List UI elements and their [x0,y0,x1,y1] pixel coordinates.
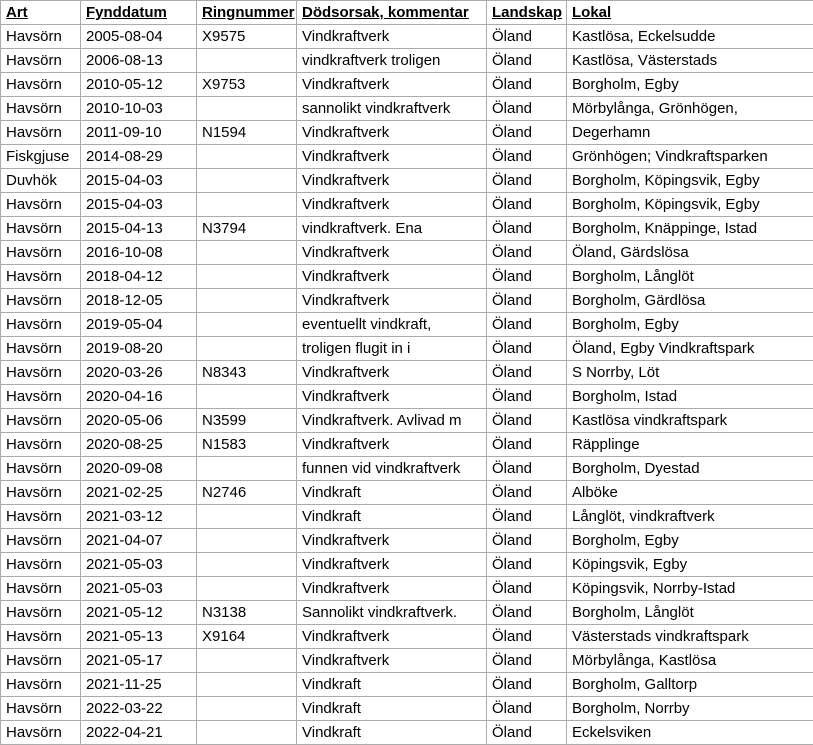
cell[interactable]: Öland [487,265,567,289]
cell[interactable]: Borgholm, Gärdlösa [567,289,813,313]
cell[interactable]: N3138 [197,601,297,625]
cell[interactable]: Öland [487,169,567,193]
cell[interactable]: vindkraftverk troligen [297,49,487,73]
cell[interactable]: Havsörn [1,505,81,529]
table-row [1,361,813,385]
table-row [1,97,813,121]
cell[interactable]: Havsörn [1,529,81,553]
cell[interactable] [197,265,297,289]
cell[interactable]: 2019-08-20 [81,337,197,361]
cell[interactable]: Havsörn [1,73,81,97]
cell[interactable]: Öland [487,361,567,385]
cell[interactable]: Köpingsvik, Norrby-Istad [567,577,813,601]
cell[interactable]: Vindkraftverk. Avlivad m [297,409,487,433]
cell[interactable]: eventuellt vindkraft, [297,313,487,337]
cell[interactable]: 2021-05-17 [81,649,197,673]
cell[interactable]: 2021-11-25 [81,673,197,697]
cell[interactable]: Öland [487,49,567,73]
column-header[interactable]: Landskap [487,1,567,25]
cell[interactable] [197,649,297,673]
cell[interactable]: Öland [487,241,567,265]
table-row [1,481,813,505]
cell[interactable]: Vindkraftverk [297,553,487,577]
table-row [1,313,813,337]
table-row [1,145,813,169]
cell[interactable]: troligen flugit in i [297,337,487,361]
cell[interactable]: Öland [487,625,567,649]
cell[interactable]: 2022-03-22 [81,697,197,721]
table-row [1,73,813,97]
cell[interactable]: Öland [487,481,567,505]
cell[interactable]: Havsörn [1,577,81,601]
table-header-row [1,1,813,25]
cell[interactable]: Öland [487,337,567,361]
cell[interactable] [197,169,297,193]
table-row [1,385,813,409]
cell[interactable]: Vindkraftverk [297,433,487,457]
cell[interactable]: Vindkraftverk [297,625,487,649]
cell[interactable]: X9164 [197,625,297,649]
cell[interactable] [197,241,297,265]
cell[interactable]: 2021-04-07 [81,529,197,553]
cell[interactable]: Havsörn [1,121,81,145]
table-row [1,25,813,49]
cell[interactable]: Vindkraftverk [297,385,487,409]
cell[interactable]: Grönhögen; Vindkraftsparken [567,145,813,169]
cell[interactable]: Degerhamn [567,121,813,145]
cell[interactable]: funnen vid vindkraftverk [297,457,487,481]
cell[interactable]: Havsörn [1,457,81,481]
cell[interactable]: Öland, Egby Vindkraftspark [567,337,813,361]
cell[interactable]: Havsörn [1,217,81,241]
cell[interactable]: 2006-08-13 [81,49,197,73]
cell[interactable] [197,385,297,409]
cell[interactable]: Vindkraftverk [297,529,487,553]
cell[interactable]: Duvhök [1,169,81,193]
cell[interactable]: N1594 [197,121,297,145]
cell[interactable]: 2021-03-12 [81,505,197,529]
cell[interactable] [197,697,297,721]
cell[interactable]: Mörbylånga, Kastlösa [567,649,813,673]
cell[interactable]: Havsörn [1,601,81,625]
cell[interactable]: Öland [487,649,567,673]
cell[interactable]: Havsörn [1,649,81,673]
cell[interactable]: Kastlösa, Västerstads [567,49,813,73]
table-row [1,721,813,745]
cell[interactable] [197,145,297,169]
cell[interactable]: Köpingsvik, Egby [567,553,813,577]
cell[interactable]: Vindkraftverk [297,649,487,673]
cell[interactable]: Öland [487,313,567,337]
cell[interactable]: Havsörn [1,97,81,121]
cell[interactable]: Öland [487,577,567,601]
cell[interactable] [197,721,297,745]
cell[interactable]: 2010-05-12 [81,73,197,97]
cell[interactable]: Borgholm, Norrby [567,697,813,721]
table-row [1,625,813,649]
cell[interactable]: Havsörn [1,265,81,289]
cell[interactable]: Öland [487,673,567,697]
table-row [1,169,813,193]
cell[interactable]: 2021-05-03 [81,577,197,601]
cell[interactable]: Alböke [567,481,813,505]
table-row [1,697,813,721]
cell[interactable]: Öland [487,145,567,169]
cell[interactable]: Havsörn [1,241,81,265]
cell[interactable]: Borgholm, Köpingsvik, Egby [567,169,813,193]
cell[interactable]: Öland [487,217,567,241]
cell[interactable]: N8343 [197,361,297,385]
cell[interactable]: Öland [487,73,567,97]
table-row [1,433,813,457]
cell[interactable]: Öland [487,193,567,217]
cell[interactable]: Havsörn [1,289,81,313]
cell[interactable]: Öland [487,409,567,433]
cell[interactable]: N3794 [197,217,297,241]
cell[interactable]: Havsörn [1,409,81,433]
table-row [1,289,813,313]
cell[interactable] [197,457,297,481]
table-row [1,649,813,673]
cell[interactable]: 2020-08-25 [81,433,197,457]
cell[interactable]: Öland [487,721,567,745]
cell[interactable]: Öland [487,529,567,553]
cell[interactable]: 2021-02-25 [81,481,197,505]
cell[interactable]: Havsörn [1,361,81,385]
cell[interactable]: 2022-04-21 [81,721,197,745]
cell[interactable]: Havsörn [1,337,81,361]
cell[interactable]: 2019-05-04 [81,313,197,337]
cell[interactable] [197,529,297,553]
cell[interactable]: Vindkraftverk [297,193,487,217]
cell[interactable]: 2020-09-08 [81,457,197,481]
cell[interactable]: 2015-04-03 [81,193,197,217]
cell[interactable]: 2020-04-16 [81,385,197,409]
cell[interactable]: Öland [487,289,567,313]
cell[interactable]: Havsörn [1,385,81,409]
table-row [1,265,813,289]
cell[interactable] [197,313,297,337]
column-header[interactable]: Ringnummer [197,1,297,25]
cell[interactable]: Borgholm, Galltorp [567,673,813,697]
cell[interactable]: 2021-05-03 [81,553,197,577]
table-row [1,193,813,217]
column-header[interactable]: Lokal [567,1,813,25]
cell[interactable]: Eckelsviken [567,721,813,745]
cell[interactable]: S Norrby, Löt [567,361,813,385]
cell[interactable]: Vindkraftverk [297,361,487,385]
cell[interactable]: Sannolikt vindkraftverk. [297,601,487,625]
cell[interactable]: 2010-10-03 [81,97,197,121]
cell[interactable]: Fiskgjuse [1,145,81,169]
cell[interactable]: Borgholm, Långlöt [567,601,813,625]
cell[interactable]: Borgholm, Egby [567,313,813,337]
cell[interactable]: 2016-10-08 [81,241,197,265]
cell[interactable]: Havsörn [1,433,81,457]
cell[interactable]: Vindkraft [297,697,487,721]
cell[interactable]: Borgholm, Egby [567,73,813,97]
cell[interactable]: Öland, Gärdslösa [567,241,813,265]
cell[interactable]: Havsörn [1,481,81,505]
cell[interactable] [197,553,297,577]
cell[interactable]: Havsörn [1,697,81,721]
cell[interactable] [197,49,297,73]
cell[interactable]: Öland [487,385,567,409]
table-row [1,673,813,697]
table-row [1,217,813,241]
cell[interactable]: Havsörn [1,49,81,73]
cell[interactable]: Västerstads vindkraftspark [567,625,813,649]
cell[interactable]: 2020-03-26 [81,361,197,385]
column-header[interactable]: Art [1,1,81,25]
cell[interactable]: 2011-09-10 [81,121,197,145]
cell[interactable]: Vindkraftverk [297,25,487,49]
cell[interactable]: Borgholm, Köpingsvik, Egby [567,193,813,217]
cell[interactable]: Havsörn [1,25,81,49]
cell[interactable]: 2021-05-13 [81,625,197,649]
cell[interactable]: Öland [487,601,567,625]
cell[interactable]: Vindkraft [297,481,487,505]
cell[interactable]: Borgholm, Knäppinge, Istad [567,217,813,241]
table-row [1,49,813,73]
cell[interactable]: Kastlösa, Eckelsudde [567,25,813,49]
cell[interactable]: Öland [487,433,567,457]
cell[interactable]: N3599 [197,409,297,433]
cell[interactable]: Vindkraftverk [297,169,487,193]
table-row [1,457,813,481]
cell[interactable]: 2018-12-05 [81,289,197,313]
cell[interactable]: Havsörn [1,313,81,337]
cell[interactable]: Vindkraftverk [297,265,487,289]
cell[interactable]: Borgholm, Långlöt [567,265,813,289]
cell[interactable]: 2015-04-13 [81,217,197,241]
cell[interactable] [197,193,297,217]
cell[interactable]: Öland [487,553,567,577]
cell[interactable]: Öland [487,97,567,121]
cell[interactable]: Havsörn [1,553,81,577]
cell[interactable]: 2018-04-12 [81,265,197,289]
cell[interactable]: 2015-04-03 [81,169,197,193]
cell[interactable]: Öland [487,25,567,49]
cell[interactable]: Öland [487,121,567,145]
cell[interactable]: X9575 [197,25,297,49]
table-row [1,241,813,265]
cell[interactable]: Kastlösa vindkraftspark [567,409,813,433]
cell[interactable]: Öland [487,697,567,721]
column-header[interactable]: Fynddatum [81,1,197,25]
cell[interactable]: Borgholm, Dyestad [567,457,813,481]
table-row [1,505,813,529]
cell[interactable]: Borgholm, Istad [567,385,813,409]
cell[interactable]: 2020-05-06 [81,409,197,433]
cell[interactable] [197,577,297,601]
table-row [1,577,813,601]
cell[interactable] [197,289,297,313]
cell[interactable]: Mörbylånga, Grönhögen, [567,97,813,121]
cell[interactable] [197,337,297,361]
cell[interactable]: Vindkraftverk [297,73,487,97]
table-row [1,121,813,145]
column-header[interactable]: Dödsorsak, kommentar [297,1,487,25]
cell[interactable]: Vindkraftverk [297,121,487,145]
cell[interactable]: Havsörn [1,625,81,649]
cell[interactable]: Vindkraftverk [297,241,487,265]
cell[interactable]: Havsörn [1,193,81,217]
cell[interactable]: Öland [487,505,567,529]
cell[interactable]: Långlöt, vindkraftverk [567,505,813,529]
cell[interactable]: Vindkraftverk [297,289,487,313]
cell[interactable]: 2014-08-29 [81,145,197,169]
cell[interactable]: Vindkraftverk [297,577,487,601]
cell[interactable]: N2746 [197,481,297,505]
cell[interactable]: Öland [487,457,567,481]
table-row [1,529,813,553]
cell[interactable]: X9753 [197,73,297,97]
cell[interactable]: Havsörn [1,721,81,745]
cell[interactable]: Vindkraft [297,721,487,745]
cell[interactable]: Vindkraft [297,673,487,697]
cell[interactable]: Vindkraftverk [297,145,487,169]
cell[interactable] [197,673,297,697]
cell[interactable]: Räpplinge [567,433,813,457]
cell[interactable] [197,505,297,529]
cell[interactable]: 2021-05-12 [81,601,197,625]
cell[interactable]: Borgholm, Egby [567,529,813,553]
cell[interactable]: sannolikt vindkraftverk [297,97,487,121]
cell[interactable]: 2005-08-04 [81,25,197,49]
table-row [1,409,813,433]
cell[interactable] [197,97,297,121]
table-row [1,337,813,361]
cell[interactable]: N1583 [197,433,297,457]
cell[interactable]: vindkraftverk. Ena [297,217,487,241]
cell[interactable]: Vindkraft [297,505,487,529]
cell[interactable]: Havsörn [1,673,81,697]
table-row [1,601,813,625]
table-row [1,553,813,577]
